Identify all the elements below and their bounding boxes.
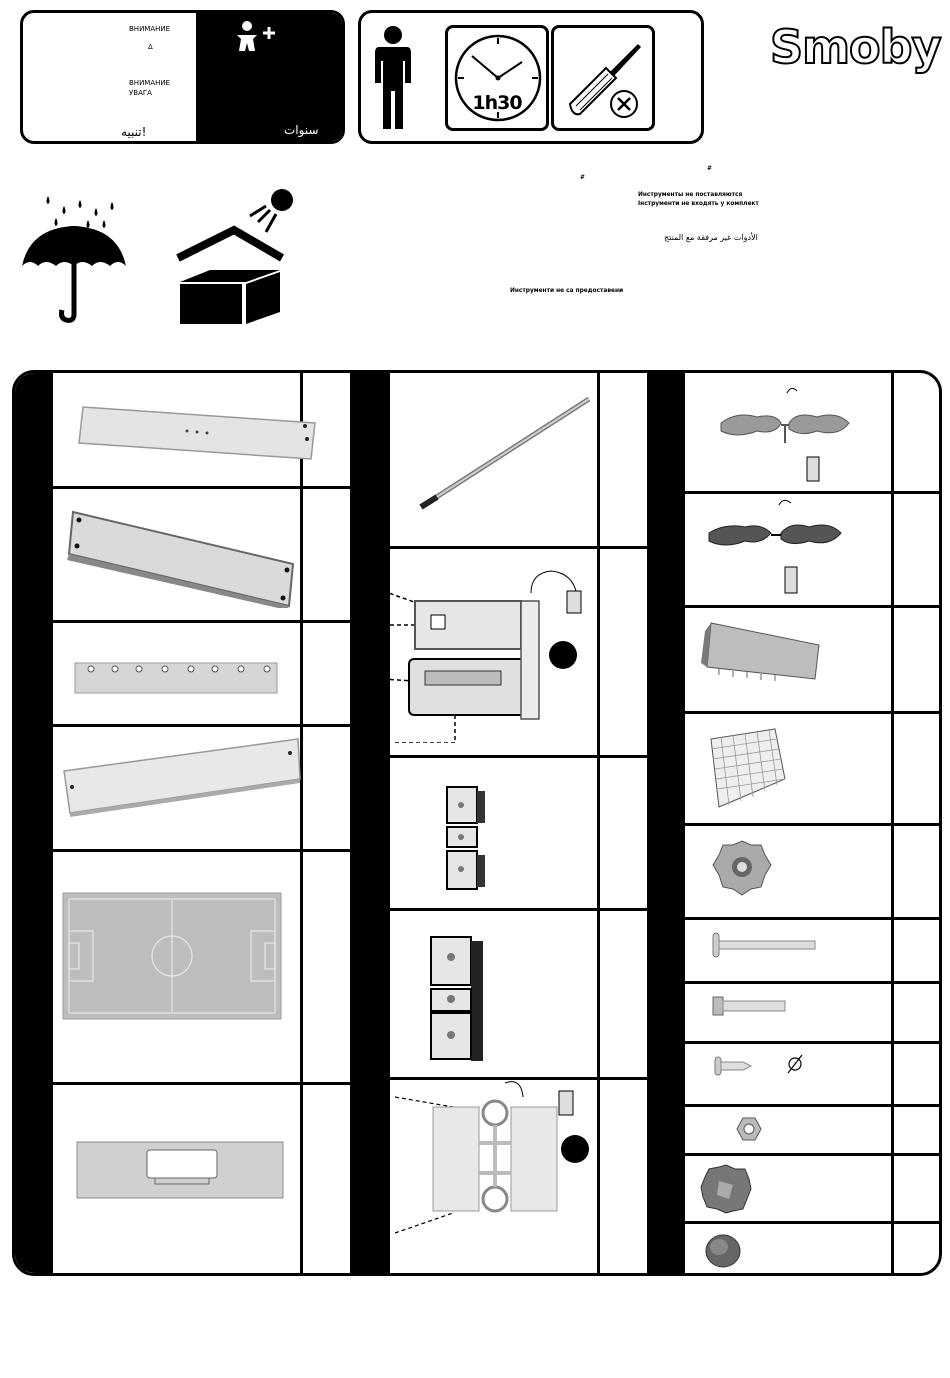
row-divider — [647, 981, 942, 984]
row-divider — [647, 1153, 942, 1156]
brand-logo: Smoby — [770, 20, 941, 74]
part-figure-sprue-dark — [705, 497, 845, 601]
row-divider — [647, 823, 942, 826]
age-panel — [196, 13, 342, 141]
rain-umbrella-icon — [20, 190, 132, 326]
row-divider — [350, 546, 647, 549]
tools-note-bg: Инструменти не са предоставени — [510, 286, 624, 294]
parts-col2-bar — [350, 373, 390, 1273]
parts-col1-bar — [15, 373, 53, 1273]
row-divider — [647, 1221, 942, 1224]
part-playfield-board — [61, 891, 283, 1021]
row-divider — [647, 491, 942, 494]
diameter-icon — [785, 1053, 805, 1075]
row-divider — [647, 1104, 942, 1107]
time-tile — [445, 25, 549, 131]
part-ramp-piece — [699, 617, 827, 683]
sun-shelter-icon — [174, 188, 294, 326]
assembly-time: 1h30 — [472, 92, 522, 114]
part-bracket-set-small — [443, 783, 489, 893]
warning-box — [20, 10, 345, 144]
part-long-plank — [77, 403, 317, 463]
row-divider — [15, 724, 350, 727]
row-divider — [647, 1041, 942, 1044]
row-divider — [15, 620, 350, 623]
parts-list — [12, 370, 942, 1276]
part-wide-plank — [60, 735, 304, 819]
row-divider — [647, 917, 942, 920]
screwdriver-icon — [558, 32, 650, 124]
part-player-sprue — [393, 1073, 605, 1243]
part-goal-net — [705, 725, 789, 811]
row-divider — [15, 1082, 350, 1085]
part-end-panel — [75, 1138, 285, 1200]
tools-note-ar: الأدوات غير مرفقة مع المنتج — [664, 233, 758, 242]
col1-qty-divider — [300, 373, 303, 1273]
warning-symbol: Δ — [148, 43, 153, 51]
part-long-bolt — [709, 931, 817, 959]
row-divider — [647, 711, 942, 714]
part-side-plank — [65, 508, 297, 608]
part-knob-nut — [709, 837, 775, 897]
part-perforated-bar — [73, 659, 279, 695]
row-divider — [647, 605, 942, 608]
tools-mark-2: # — [580, 173, 585, 181]
part-figure-sprue-light — [717, 383, 853, 489]
tools-tile — [551, 25, 655, 131]
assembly-info-box — [358, 10, 704, 144]
part-handle-knob — [699, 1163, 753, 1215]
tools-note-ru: Инструменты не поставляются — [638, 190, 743, 198]
warning-text-uk: УВАГА — [129, 89, 152, 97]
part-hex-bolt — [709, 993, 789, 1019]
warning-text-ar: تنبيه! — [121, 125, 147, 139]
tools-mark-1: # — [707, 164, 712, 172]
row-divider — [15, 849, 350, 852]
age-years-text: سنوات — [284, 123, 319, 137]
tools-note-uk: Інструменти не входять у комплект — [638, 199, 759, 207]
part-screw — [711, 1053, 753, 1079]
row-divider — [350, 755, 647, 758]
part-small-nut — [735, 1115, 763, 1143]
part-bracket-set-large — [427, 933, 493, 1063]
warning-text-bg: ВНИМАНИЕ — [129, 79, 171, 87]
row-divider — [15, 486, 350, 489]
part-scoreboard-sprue — [381, 563, 591, 743]
part-end-cap — [703, 1233, 743, 1269]
adult-icon — [371, 25, 415, 133]
row-divider — [350, 908, 647, 911]
part-rod — [415, 393, 595, 513]
adult-plus-icon — [234, 19, 278, 53]
warning-text-ru: ВНИМАНИЕ — [129, 25, 171, 33]
